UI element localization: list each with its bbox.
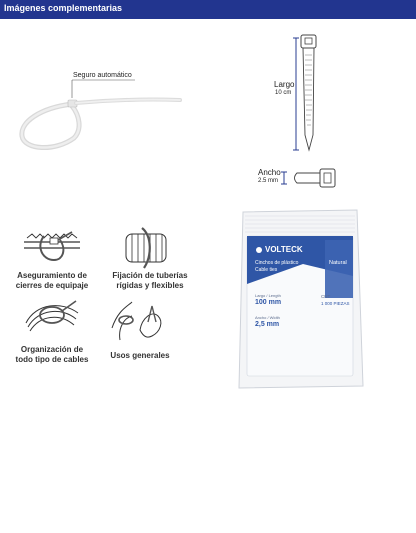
package-qty-caption: CNT [321, 294, 331, 299]
length-label: Largo [274, 80, 295, 89]
pipe-bundle-icon [122, 226, 172, 270]
use-caption-cables: Organización de todo tipo de cables [15, 345, 89, 364]
section-header [0, 0, 416, 19]
general-use-icon [108, 300, 168, 346]
package-color: Natural [329, 260, 347, 266]
use-caption-general: Usos generales [110, 351, 170, 360]
package-brand: VOLTECK [265, 245, 303, 254]
luggage-lock-icon [22, 228, 82, 268]
package-width-value: 2,5 mm [255, 321, 280, 328]
package-length-value: 100 mm [255, 299, 282, 306]
product-package [233, 206, 367, 392]
lock-label: Seguro automático [73, 72, 132, 79]
width-value: 2.5 mm [258, 178, 279, 184]
width-label: Ancho [258, 168, 281, 177]
package-product-es: Cinchos de plástico [255, 260, 299, 266]
length-value: 10 cm [275, 90, 292, 96]
section-title: Imágenes complementarias [4, 3, 123, 13]
package-product-en: Cable ties [255, 267, 278, 273]
cable-bundle-icon [22, 293, 82, 339]
package-qty-value: 1 000 PIEZAS [321, 301, 350, 306]
use-caption-luggage: Aseguramiento de cierres de equipaje [15, 271, 89, 290]
package-length-caption: Largo / Length [255, 293, 281, 298]
package-width-caption: Ancho / Width [255, 315, 280, 320]
use-caption-pipes: Fijación de tuberías rígidas y flexibles [112, 271, 188, 290]
